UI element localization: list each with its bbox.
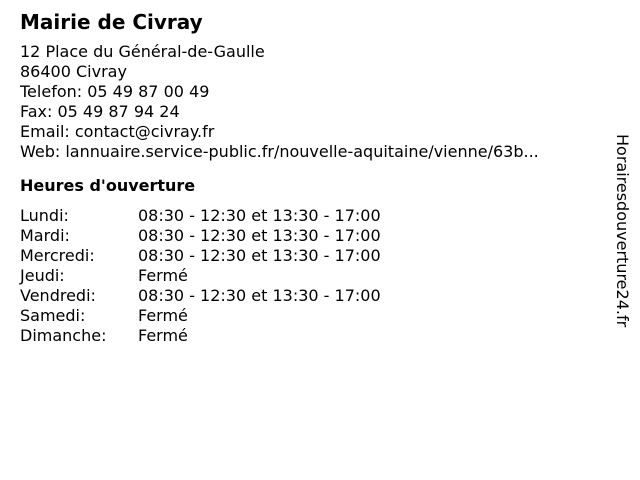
hours-time: Fermé	[138, 326, 188, 345]
hours-title: Heures d'ouverture	[20, 176, 196, 195]
hours-day: Lundi:	[20, 206, 69, 225]
hours-day: Dimanche:	[20, 326, 107, 345]
address-block	[20, 42, 600, 162]
hours-row-wednesday	[20, 246, 600, 266]
email-line: Email: contact@civray.fr	[20, 122, 215, 141]
hours-row-sunday	[20, 326, 600, 346]
hours-day: Mercredi:	[20, 246, 95, 265]
place-card	[20, 10, 600, 346]
address-city: 86400 Civray	[20, 62, 127, 81]
hours-day: Mardi:	[20, 226, 70, 245]
hours-time: Fermé	[138, 266, 188, 285]
hours-time: 08:30 - 12:30 et 13:30 - 17:00	[138, 246, 381, 265]
hours-table	[20, 206, 600, 346]
hours-row-monday	[20, 206, 600, 226]
hours-time: Fermé	[138, 306, 188, 325]
hours-time: 08:30 - 12:30 et 13:30 - 17:00	[138, 286, 381, 305]
hours-row-thursday	[20, 266, 600, 286]
phone-line: Telefon: 05 49 87 00 49	[20, 82, 210, 101]
hours-time: 08:30 - 12:30 et 13:30 - 17:00	[138, 226, 381, 245]
place-title: Mairie de Civray	[20, 10, 203, 34]
fax-line: Fax: 05 49 87 94 24	[20, 102, 180, 121]
address-street: 12 Place du Général-de-Gaulle	[20, 42, 265, 61]
hours-row-saturday	[20, 306, 600, 326]
hours-day: Vendredi:	[20, 286, 96, 305]
hours-day: Jeudi:	[20, 266, 65, 285]
site-brand-watermark: Horairesdouverture24.fr	[613, 134, 632, 328]
hours-day: Samedi:	[20, 306, 86, 325]
hours-time: 08:30 - 12:30 et 13:30 - 17:00	[138, 206, 381, 225]
hours-row-friday	[20, 286, 600, 306]
hours-row-tuesday	[20, 226, 600, 246]
web-line: Web: lannuaire.service-public.fr/nouvelle-aquitaine/vienne/63b...	[20, 142, 539, 161]
